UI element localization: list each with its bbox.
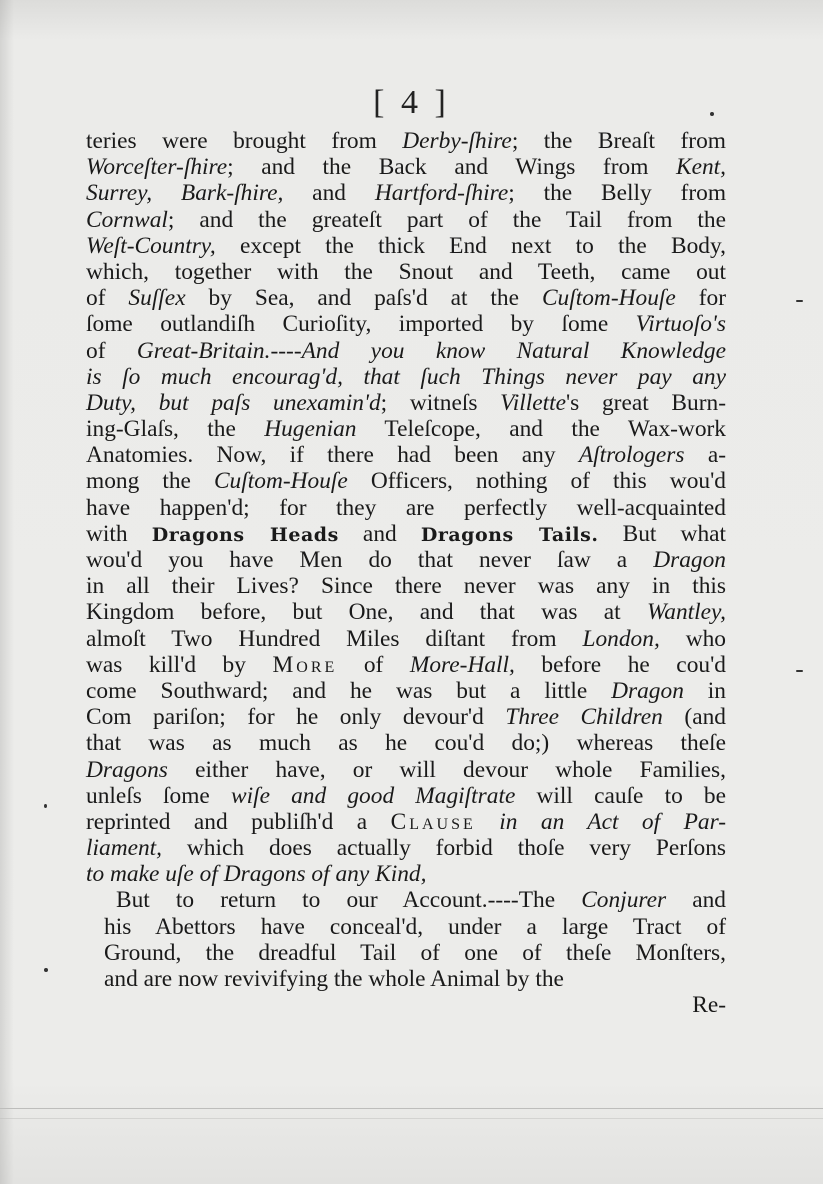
text-run: teries were brought from — [86, 128, 403, 154]
text-run: But what — [598, 520, 727, 547]
italic-run: Dragon — [611, 677, 684, 704]
text-run: ; and the greateſt part of the Tail from the — [167, 206, 726, 233]
text-run: reprinted and publiſh'd a — [86, 808, 391, 835]
text-run: in — [683, 677, 726, 704]
text-line — [86, 547, 726, 573]
text-line — [86, 573, 726, 599]
text-run: by Sea, and paſs'd at the — [185, 285, 542, 312]
italic-run: Great-Britain.----And you know Natural Knowledge — [136, 337, 726, 364]
text-run: and — [666, 887, 726, 914]
italic-run: Three Children — [505, 704, 663, 731]
text-run: and — [283, 180, 375, 207]
text-run: Anatomies. Now, if there had been any — [86, 442, 579, 469]
scan-edge-line-2 — [0, 1118, 823, 1119]
italic-run: Cornwal — [86, 206, 168, 233]
text-run: ; the Breaſt from — [511, 128, 726, 154]
text-line — [86, 495, 726, 521]
italic-run: liament, — [86, 835, 163, 862]
text-line — [86, 861, 726, 887]
text-run: with — [86, 520, 152, 547]
ink-speck — [44, 804, 47, 808]
italic-run: Dragons — [86, 756, 168, 783]
italic-run: Villette — [500, 389, 566, 416]
ink-speck — [796, 300, 803, 302]
text-line — [86, 783, 726, 809]
text-run: almoſt Two Hundred Miles diſtant from — [86, 625, 583, 652]
text-run: Kingdom before, but One, and that was at — [86, 599, 647, 626]
text-run: that was as much as he cou'd do;) whereas theſe — [86, 730, 726, 757]
text-line — [86, 992, 726, 1018]
text-line — [86, 730, 726, 756]
italic-run: Wantley, — [646, 599, 726, 626]
italic-run: Cuſtom-Houſe — [541, 285, 676, 312]
text-run: either have, or will devour whole Families, — [167, 756, 726, 783]
text-line — [86, 390, 726, 416]
text-run: who — [659, 625, 726, 652]
text-line — [86, 338, 726, 364]
text-run: Com pariſon; for he only devour'd — [86, 704, 506, 731]
italic-run: Duty, but paſs unexamin'd — [86, 389, 381, 416]
text-line — [86, 914, 726, 940]
italic-run: to make uſe of Dragons of any Kind, — [86, 861, 427, 888]
text-line — [86, 704, 726, 730]
italic-run: wiſe and good Magiſtrate — [230, 782, 516, 809]
text-line — [86, 652, 726, 678]
blackletter-run: Dragons Tails. — [420, 523, 599, 546]
scan-edge-line — [0, 1108, 823, 1109]
italic-run: Cuſtom-Houſe — [213, 468, 348, 495]
italic-run: Weſt-Country, — [86, 232, 216, 259]
text-run: was kill'd by — [86, 651, 273, 678]
page-number: [ 4 ] — [373, 84, 450, 121]
italic-run: Worceſter-ſhire — [86, 154, 228, 181]
text-run: ; witneſs — [380, 389, 501, 416]
text-run: which, together with the Snout and Teeth, came out — [86, 258, 726, 285]
text-run: of — [337, 651, 410, 678]
text-run: ſome outlandiſh Curioſity, imported by ſome — [86, 311, 636, 338]
italic-run: Surrey, Bark-ſhire, — [86, 180, 284, 207]
text-line — [86, 180, 726, 206]
text-run: in all their Lives? Since there never was any in this — [86, 573, 726, 600]
small-caps-run: More — [272, 651, 338, 678]
text-line — [86, 757, 726, 783]
blackletter-run: Dragons Heads — [151, 523, 339, 546]
text-run: (and — [662, 704, 726, 731]
italic-run: Hartford-ſhire — [374, 180, 509, 207]
text-line — [86, 468, 726, 494]
text-run: and — [338, 520, 421, 547]
small-caps-run: Clause — [390, 808, 476, 835]
text-run: ; the Belly from — [508, 180, 727, 207]
ink-speck — [796, 670, 803, 672]
text-run: Teleſcope, and the Wax-work — [356, 416, 727, 443]
italic-run: Aſtrologers — [578, 442, 685, 469]
italic-run: Virtuoſo's — [635, 311, 726, 338]
text-run: except the thick End next to the Body, — [215, 232, 726, 259]
text-run: wou'd you have Men do that never ſaw a — [86, 547, 654, 573]
text-line — [86, 599, 726, 625]
text-line — [86, 940, 726, 966]
text-run: which does actually forbid thoſe very Perſons — [162, 835, 726, 862]
text-run: ing-Glaſs, the — [86, 416, 265, 443]
text-line — [86, 128, 726, 154]
text-run: will cauſe to be — [515, 782, 726, 809]
text-line — [86, 678, 726, 704]
text-run: mong the — [86, 468, 214, 495]
text-line — [86, 416, 726, 442]
text-line — [86, 233, 726, 259]
ink-speck — [710, 112, 714, 116]
text-line — [86, 887, 726, 913]
text-line — [86, 154, 726, 180]
text-run: ; and the Back and Wings from — [227, 154, 676, 181]
text-run: Officers, nothing of this wou'd — [347, 468, 727, 495]
text-line — [86, 809, 726, 835]
text-run: of — [86, 337, 137, 364]
text-run: unleſs ſome — [86, 782, 231, 809]
text-line — [86, 835, 726, 861]
italic-run: is ſo much encourag'd, that ſuch Things never pay any — [86, 363, 726, 390]
text-run: before he cou'd — [514, 651, 726, 678]
italic-run: in an Act of Par- — [499, 808, 726, 835]
text-run: Ground, the dreadful Tail of one of theſe Monſters, — [104, 939, 726, 966]
italic-run: Conjurer — [581, 887, 667, 914]
body-text — [86, 128, 726, 1018]
text-run: a- — [684, 442, 726, 469]
text-line — [86, 285, 726, 311]
italic-run: London, — [582, 625, 660, 652]
text-run: But to return to our Account.----The — [116, 887, 582, 914]
text-line — [86, 626, 726, 652]
text-line — [86, 442, 726, 468]
text-run: 's great Burn- — [565, 389, 726, 416]
text-line — [86, 364, 726, 390]
text-run: and are now revivifying the whole Animal by the — [104, 966, 564, 992]
text-run: have happen'd; for they are perfectly well-acquainted — [86, 494, 726, 521]
ink-speck — [44, 968, 48, 972]
text-line — [86, 207, 726, 233]
italic-run: Suſſex — [128, 285, 186, 312]
italic-run: Derby-ſhire — [402, 128, 512, 154]
text-line — [86, 311, 726, 337]
text-run — [476, 809, 499, 835]
text-run: for — [675, 285, 726, 312]
italic-run: More-Hall, — [409, 651, 515, 678]
text-run: of — [86, 285, 129, 312]
text-run: come Southward; and he was but a little — [86, 677, 612, 704]
text-line — [86, 966, 726, 992]
text-run: his Abettors have conceal'd, under a large Tract of — [104, 913, 726, 940]
italic-run: Hugenian — [264, 416, 357, 443]
italic-run: Kent, — [675, 154, 726, 181]
text-line — [86, 521, 726, 547]
text-line — [86, 259, 726, 285]
text-run: Re- — [692, 992, 726, 1019]
italic-run: Dragon — [653, 547, 726, 573]
